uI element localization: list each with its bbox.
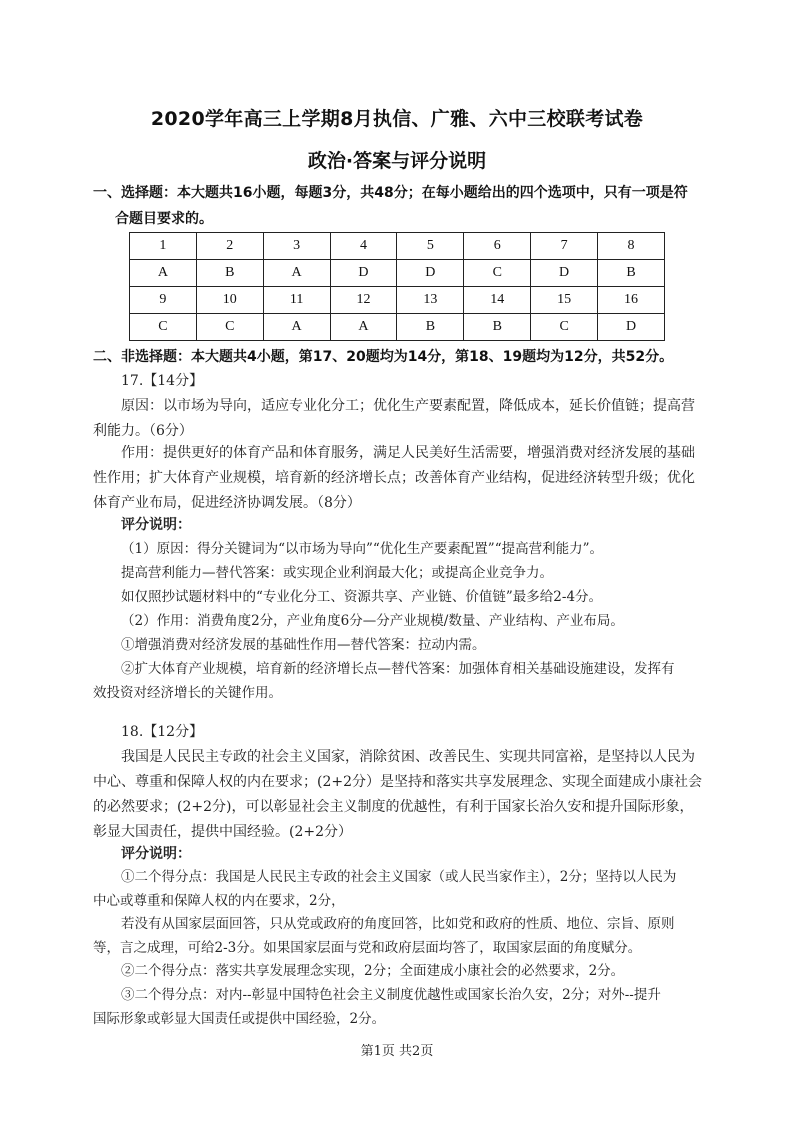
question-number-cell: 7: [531, 233, 598, 260]
answer-cell: B: [598, 260, 665, 287]
question-number-cell: 3: [263, 233, 330, 260]
q17-effect-line2: 性作用；扩大体育产业规模，培育新的经济增长点；改善体育产业结构，促进经济转型升级；优化: [93, 470, 695, 486]
q17-eval-label: 评分说明：: [121, 517, 191, 533]
question-number-cell: 8: [598, 233, 665, 260]
section2-heading: 二、非选择题：本大题共4小题，第17、20题均为14分，第18、19题均为12分，共52分。: [93, 349, 674, 365]
q18-label: 18.【12分】: [121, 724, 204, 740]
q17-effect: [93, 441, 705, 516]
q18-eval-1-line2: 中心或尊重和保障人权的内在要求，2分，: [93, 892, 345, 909]
answer-cell: B: [397, 314, 464, 341]
question-number-row: [130, 287, 665, 314]
answer-cell: C: [531, 314, 598, 341]
page-title: 2020学年高三上学期8月执信、广雅、六中三校联考试卷: [150, 108, 644, 130]
answer-row: [130, 314, 665, 341]
q17-reason: [93, 394, 705, 444]
q17-eval-5: ①增强消费对经济发展的基础性作用—替代答案：拉动内需。: [121, 637, 486, 653]
q17-eval-6-line2: 效投资对经济增长的关键作用。: [93, 685, 282, 701]
q18-answer-line3: 的必然要求；(2+2分)，可以彰显社会主义制度的优越性，有利于国家长治久安和提升国际形象，: [93, 799, 694, 815]
q18-eval: [93, 866, 705, 1031]
q18-answer-line1: 我国是人民民主专政的社会主义国家，消除贫困、改善民生、实现共同富裕，是坚持以人民为: [121, 749, 695, 765]
q18-answer-line4: 彰显大国责任，提供中国经验。(2+2分）: [93, 824, 353, 840]
question-number-cell: 12: [330, 287, 397, 314]
answer-cell: A: [130, 260, 197, 287]
q18-eval-3: ②二个得分点：落实共享发展理念实现，2分；全面建成小康社会的必然要求，2分。: [121, 963, 625, 980]
answer-cell: C: [464, 260, 531, 287]
q17-label: 17.【14分】: [121, 373, 204, 389]
answer-cell: A: [330, 314, 397, 341]
question-number-cell: 10: [196, 287, 263, 314]
page-footer: 第1页 共2页: [360, 1044, 434, 1059]
q17-reason-line1: 原因：以市场为导向，适应专业化分工；优化生产要素配置，降低成本，延长价值链；提高营: [121, 398, 695, 414]
answer-cell: D: [330, 260, 397, 287]
q18-eval-2-line1: 若没有从国家层面回答，只从党或政府的角度回答，比如党和政府的性质、地位、宗旨、原则: [121, 916, 675, 933]
answer-cell: B: [464, 314, 531, 341]
question-number-cell: 2: [196, 233, 263, 260]
q18-answer: [93, 745, 705, 845]
question-number-cell: 14: [464, 287, 531, 314]
q17-eval-1: （1）原因：得分关键词为“以市场为导向”“优化生产要素配置”“提高营利能力”。: [121, 541, 603, 557]
q18-eval-label: 评分说明：: [121, 846, 191, 862]
question-number-cell: 4: [330, 233, 397, 260]
answer-cell: A: [263, 260, 330, 287]
q17-eval-2: 提高营利能力—替代答案：或实现企业利润最大化；或提高企业竞争力。: [121, 565, 553, 581]
question-number-cell: 16: [598, 287, 665, 314]
q17-eval-3: 如仅照抄试题材料中的“专业化分工、资源共享、产业链、价值链”最多给2-4分。: [121, 589, 603, 605]
answer-row: [130, 260, 665, 287]
question-number-cell: 11: [263, 287, 330, 314]
question-number-cell: 5: [397, 233, 464, 260]
page-subtitle: 政治·答案与评分说明: [307, 150, 487, 172]
answer-table: [129, 232, 665, 341]
question-number-cell: 1: [130, 233, 197, 260]
q18-answer-line2: 中心、尊重和保障人权的内在要求；(2+2分）是坚持和落实共享发展理念、实现全面建成小康社会: [93, 774, 703, 790]
answer-cell: A: [263, 314, 330, 341]
q18-eval-4-line1: ③二个得分点：对内--彰显中国特色社会主义制度优越性或国家长治久安，2分；对外--提升: [121, 986, 661, 1003]
q17-reason-line2: 利能力。（6分）: [93, 423, 193, 439]
q17-effect-line1: 作用：提供更好的体育产品和体育服务，满足人民美好生活需要，增强消费对经济发展的基础: [121, 445, 695, 461]
q18-eval-4-line2: 国际形象或彰显大国责任或提供中国经验，2分。: [93, 1010, 386, 1027]
q17-effect-line3: 体育产业布局，促进经济协调发展。（8分）: [93, 495, 361, 511]
q18-eval-1-line1: ①二个得分点：我国是人民民主专政的社会主义国家（或人民当家作主），2分；坚持以人民为: [121, 869, 677, 885]
section1-heading-line1: 一、选择题：本大题共16小题，每题3分，共48分；在每小题给出的四个选项中，只有一项是符: [93, 185, 688, 201]
answer-cell: C: [130, 314, 197, 341]
question-number-cell: 13: [397, 287, 464, 314]
answer-cell: D: [531, 260, 598, 287]
section1-heading: [93, 180, 705, 232]
q17-eval: [93, 537, 705, 705]
answer-cell: C: [196, 314, 263, 341]
question-number-cell: 6: [464, 233, 531, 260]
answer-cell: B: [196, 260, 263, 287]
question-number-row: [130, 233, 665, 260]
section1-heading-line2: 合题目要求的。: [115, 211, 213, 227]
question-number-cell: 15: [531, 287, 598, 314]
q17-eval-6-line1: ②扩大体育产业规模，培育新的经济增长点—替代答案：加强体育相关基础设施建设，发挥有: [121, 661, 675, 677]
answer-cell: D: [598, 314, 665, 341]
q18-eval-2-line2: 等，言之成理，可给2-3分。如果国家层面与党和政府层面均答了，取国家层面的角度赋分。: [93, 939, 642, 956]
question-number-cell: 9: [130, 287, 197, 314]
q17-eval-4: （2）作用：消费角度2分，产业角度6分—分产业规模/数量、产业结构、产业布局。: [121, 613, 624, 629]
answer-cell: D: [397, 260, 464, 287]
